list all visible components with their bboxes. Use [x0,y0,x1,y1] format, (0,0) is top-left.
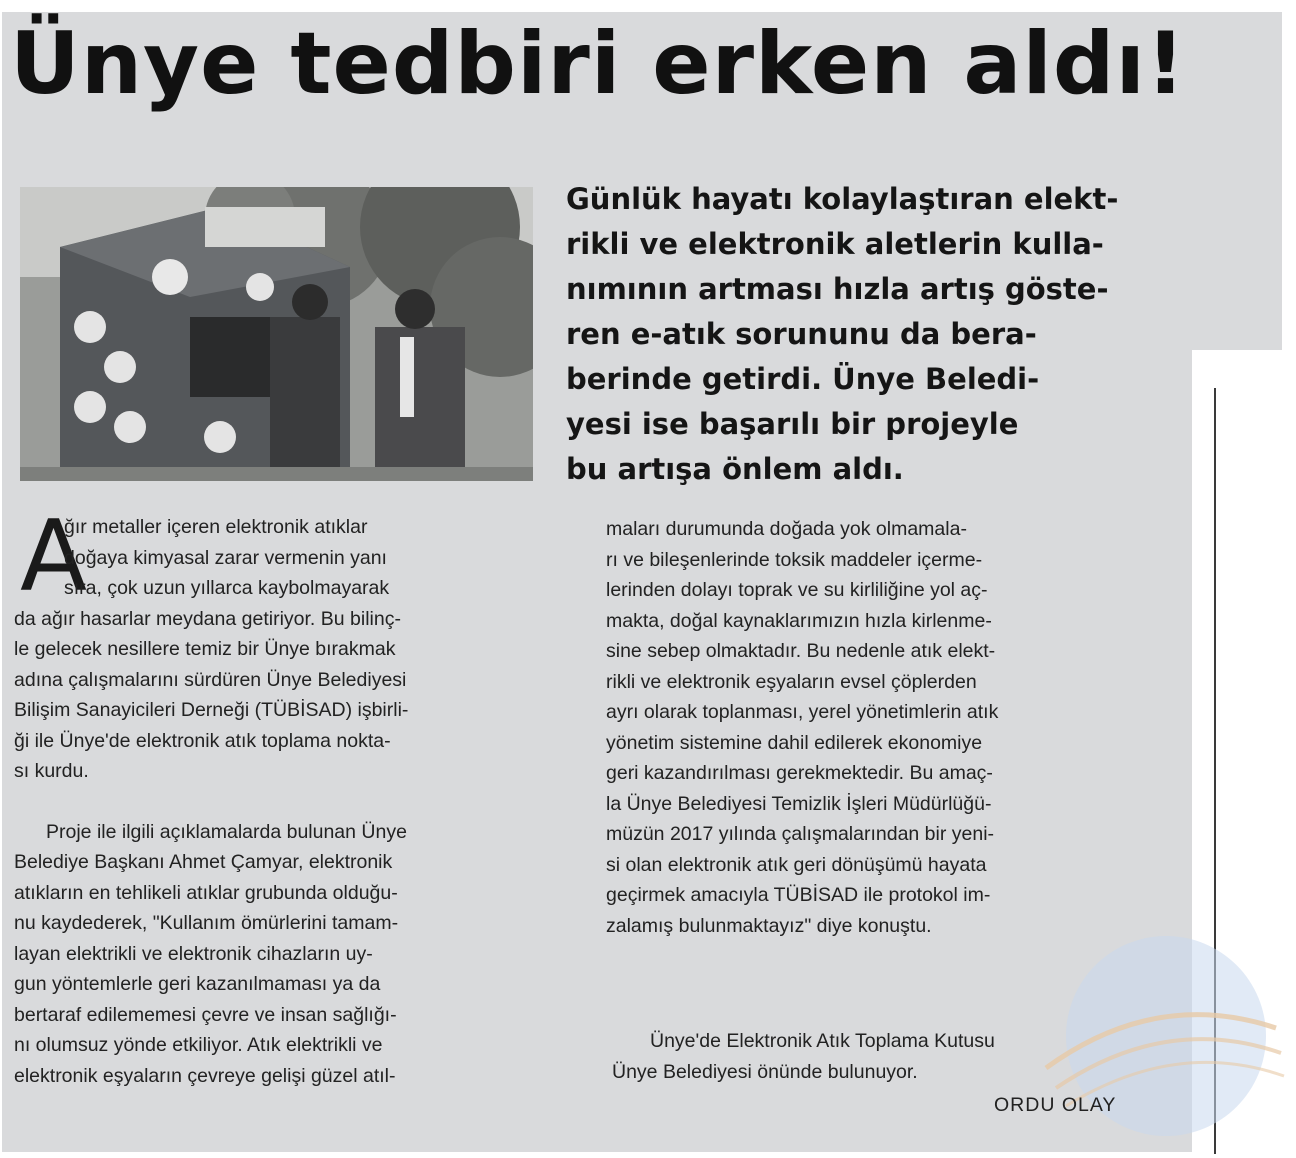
body-line: rikli ve elektronik eşyaların evsel çöplerden [606,670,977,693]
body-line: maları durumunda doğada yok olmamala- [606,518,967,540]
body-line: lerinden dolayı toprak ve su kirliliğine yol aç- [606,579,988,601]
lead-line: nımının artması hızla artış göste- [566,272,1109,306]
body-line: da ağır hasarlar meydana getiriyor. Bu bilinç- [14,607,401,630]
body-line: Belediye Başkanı Ahmet Çamyar, elektronik [14,851,393,873]
lead-line: berinde getirdi. Ünye Beledi- [566,362,1040,396]
body-line: sıra, çok uzun yıllarca kaybolmayarak [64,577,390,599]
lead-line: bu artışa önlem aldı. [566,452,904,486]
body-line: müzün 2017 yılında çalışmalarından bir yeni- [606,823,995,845]
body-line: ayrı olarak toplanması, yerel yönetimlerin atık [606,701,999,723]
body-line: gun yöntemlerle geri kazanılmaması ya da [14,973,381,995]
body-line: Proje ile ilgili açıklamalarda bulunan Ünye [46,820,407,843]
caption-line: Ünye'de Elektronik Atık Toplama Kutusu [650,1030,995,1052]
body-line: nı olumsuz yönde etkiliyor. Atık elektrikli ve [14,1034,383,1056]
body-line: elektronik eşyaların çevreye gelişi güzel atıl- [14,1064,396,1087]
headline: Ünye tedbiri erken aldı! [10,14,1187,114]
body-line: geri kazandırılması gerekmektedir. Bu amaç- [606,762,993,784]
lead-line: rikli ve elektronik aletlerin kulla- [566,227,1104,261]
body-line: geçirmek amacıyla TÜBİSAD ile protokol im- [606,884,991,906]
body-line: le gelecek nesillere temiz bir Ünye bırakmak [14,638,396,660]
body-line: si olan elektronik atık geri dönüşümü hayata [606,853,987,876]
lead-line: Günlük hayatı kolaylaştıran elekt- [566,182,1119,216]
lead-paragraph [566,177,1206,492]
body-line: makta, doğal kaynaklarımızın hızla kirlenme- [606,609,992,632]
body-line: bertaraf edilememesi çevre ve insan sağlığı- [14,1003,397,1026]
body-line: sı kurdu. [14,760,89,782]
body-line: adına çalışmalarını sürdüren Ünye Belediyesi [14,668,407,691]
body-line: layan elektrikli ve elektronik cihazların uy- [14,942,373,965]
lead-line: yesi ise başarılı bir projeyle [566,407,1019,441]
body-line: zalamış bulunmaktayız" diye konuştu. [606,914,932,937]
body-line: sine sebep olmaktadır. Bu nedenle atık elekt- [606,640,996,662]
caption-line: Ünye Belediyesi önünde bulunuyor. [612,1060,918,1083]
body-column-right [606,514,1146,941]
body-column-left [14,512,559,1091]
source-credit: ORDU OLAY [994,1094,1117,1116]
body-line: doğaya kimyasal zarar vermenin yanı [64,546,387,569]
drop-cap: A [20,500,88,614]
body-line: atıkların en tehlikeli atıklar grubunda olduğu- [14,881,398,904]
body-line: rı ve bileşenlerinde toksik maddeler içerme- [606,548,983,571]
body-line: ğır metaller içeren elektronik atıklar [64,516,368,538]
body-line: nu kaydederek, "Kullanım ömürlerini tamam- [14,912,399,934]
body-line: yönetim sistemine dahil edilerek ekonomiye [606,731,983,754]
body-line: ği ile Ünye'de elektronik atık toplama nokta- [14,729,391,752]
body-line: Bilişim Sanayicileri Derneği (TÜBİSAD) işbirli- [14,699,409,721]
lead-line: ren e-atık sorununu da bera- [566,317,1037,351]
photo-caption [612,1026,1132,1087]
body-line: la Ünye Belediyesi Temizlik İşleri Müdürlüğü- [606,792,992,815]
article-photo [20,187,533,481]
